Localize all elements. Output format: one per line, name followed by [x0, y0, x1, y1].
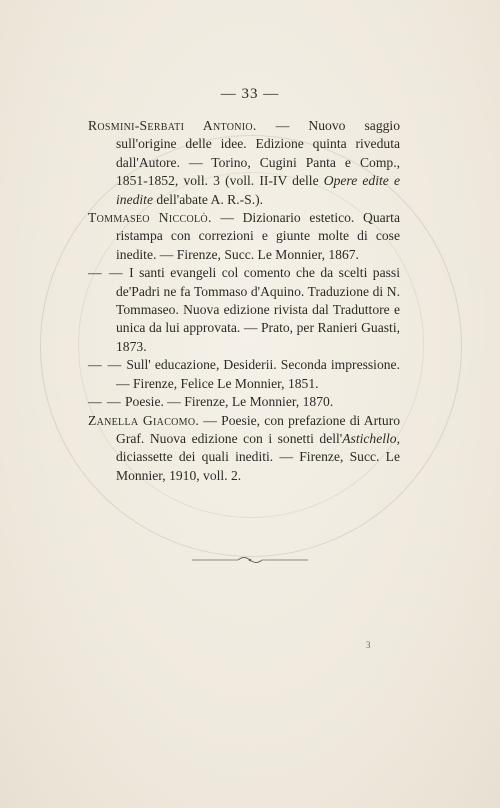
- page-number: — 33 —: [220, 86, 280, 102]
- entry-text: Poesie. — Firenze, Le Monnier, 1870.: [121, 394, 334, 410]
- entry-author: Zanella Giacomo.: [88, 412, 200, 428]
- entry-text: I santi evangeli col comento che da scelti passi de'Padri ne fa Tommaso d'Aquino. Traduzione di N. Tommaseo. Nuova edizione rivista dal Traduttore e unica da lui approvata. — Prato, per Ranieri Guasti, 1873.: [116, 265, 400, 354]
- entry-italic: Astichello,: [342, 430, 400, 446]
- entry-author: Rosmini-Serbati Antonio.: [88, 118, 257, 133]
- bibliography-entry: [88, 356, 400, 393]
- entry-text: Sull' educazione, Desiderii. Seconda impressione. — Firenze, Felice Le Monnier, 1851.: [116, 357, 400, 391]
- entry-text: — Poesie, con prefazione di Arturo Graf. Nuova edizione con i sonetti dell': [116, 412, 401, 446]
- entry-text: — Dizionario estetico. Quarta ristampa con correzioni e giunte molte di cose inedite. — Firenze, Succ. Le Monnier, 1867.: [116, 210, 400, 262]
- entry-tail: diciassette dei quali inediti. — Firenze, Succ. Le Monnier, 1910, voll. 2.: [116, 449, 400, 483]
- entry-author: Tommaseo Niccolò.: [88, 210, 212, 226]
- entry-tail: dell'abate A. R.-S.).: [153, 191, 264, 207]
- bibliography-list: [88, 117, 400, 485]
- entry-text: — Nuovo saggio sull'origine delle idee. Edizione quinta riveduta dall'Autore. — Torino, Cugini Panta e Comp., 1851-1852, voll. 3 (voll. II-IV delle: [116, 118, 400, 189]
- ornament-divider-icon: [190, 554, 310, 566]
- bibliography-entry: [88, 412, 400, 486]
- entry-author: — —: [88, 265, 124, 281]
- entry-italic: Opere edite e inedite: [116, 173, 400, 207]
- entry-author: — —: [88, 394, 122, 410]
- entry-author: — —: [88, 357, 123, 373]
- bibliography-entry: [88, 393, 400, 411]
- bibliography-entry: [88, 117, 400, 209]
- bibliography-entry: [88, 264, 400, 356]
- bibliography-entry: [88, 209, 400, 264]
- signature-mark: 3: [366, 640, 371, 650]
